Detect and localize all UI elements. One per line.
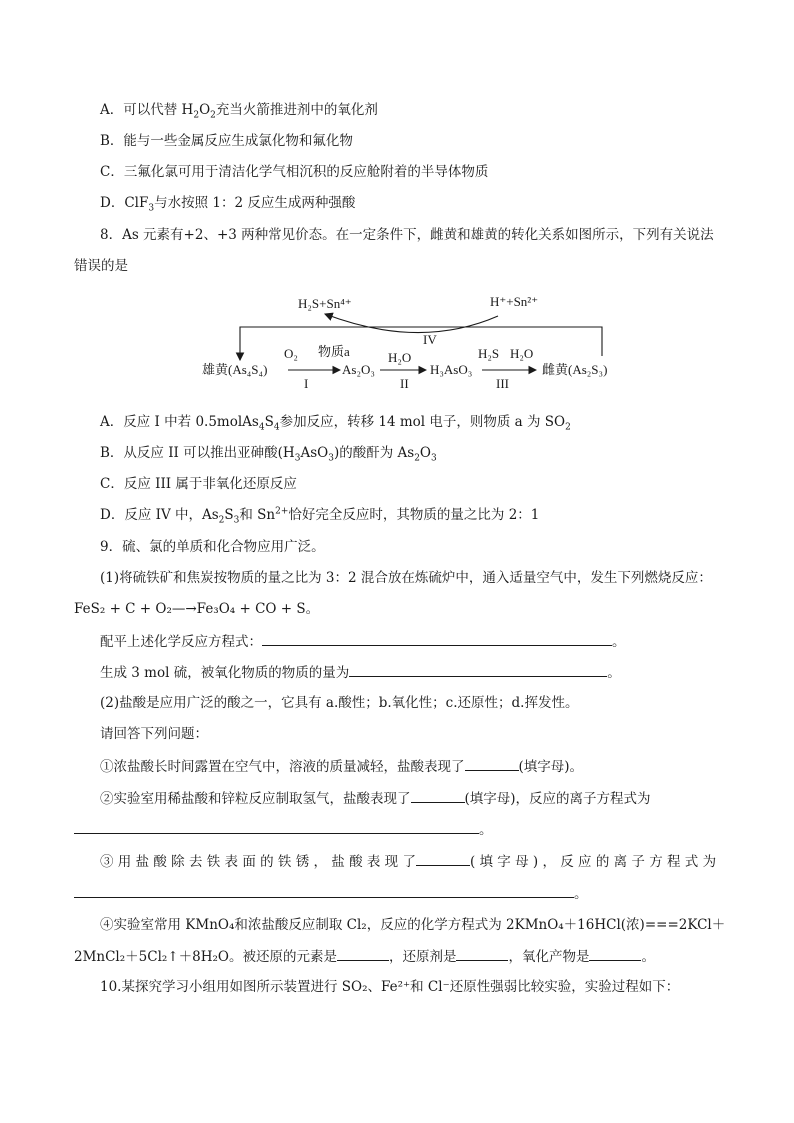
q8-conversion-diagram (190, 288, 630, 391)
answer-blank-moles[interactable] (349, 662, 607, 677)
q8-option-d: D．反应 IV 中，$As_2S_3$和 $Sn^{2+}$恰好完全反应时，其物质的量之比为 2：1 (100, 506, 540, 526)
answer-blank-s2-letter[interactable] (411, 788, 465, 803)
diagram-substance-a: 物质a (318, 344, 350, 359)
diagram-h2o-1: H₂O (388, 350, 412, 365)
diagram-h2s: H₂S (478, 346, 500, 361)
q10-stem: 10.某探究学习小组用如图所示装置进行 SO₂、Fe²⁺和 Cl⁻还原性强弱比较实验，实验过程如下： (100, 979, 680, 995)
diagram-top-left: H₂S+Sn⁴⁺ (298, 296, 352, 311)
q9-balance-line: 配平上述化学反应方程式： 。 (100, 631, 724, 652)
answer-blank-reduced-element[interactable] (337, 946, 389, 961)
diagram-label-iv: IV (423, 332, 437, 347)
q8-option-c: C．反应 III 属于非氧化还原反应 (100, 476, 297, 492)
diagram-top-right: H⁺+Sn²⁺ (490, 294, 539, 309)
q8-option-b: B．从反应 II 可以推出亚砷酸$(H_3AsO_3)$的酸酐为 $As_2O_3$ (100, 445, 437, 464)
q9-part1: (1)将硫铁矿和焦炭按物质的量之比为 3：2 混合放在炼硫炉中，通入适量空气中，发生下列燃烧反应： (100, 570, 712, 586)
diagram-h2o-2: H₂O (510, 346, 534, 361)
q9-moles-line: 生成 3 mol 硫，被氧化物质的物质的量为 。 (100, 662, 724, 683)
diagram-realgar: 雄黄(As₄S₄) (202, 362, 268, 377)
q8-stem-cont: 错误的是 (74, 258, 128, 274)
q9-sub4-line2: 2MnCl₂＋5Cl₂↑＋8H₂O。被还原的元素是 ，还原剂是 ，氧化产物是 。 (74, 946, 724, 967)
answer-blank-s3-letter[interactable] (416, 851, 470, 866)
q9-sub3: ③ 用 盐 酸 除 去 铁 表 面 的 铁 锈 ， 盐 酸 表 现 了 ( 填 字 母 ) ， 反 应 的 离 子 方 程 式 为 (100, 851, 724, 872)
q9-part2: (2)盐酸是应用广泛的酸之一，它具有 a.酸性；b.氧化性；c.还原性；d.挥发性。 (100, 695, 579, 711)
diagram-o2: O₂ (284, 346, 298, 361)
q9-sub4-line1: ④实验室常用 KMnO₄和浓盐酸反应制取 Cl₂，反应的化学方程式为 2KMnO₄＋16HCl(浓)===2KCl＋ (100, 917, 726, 933)
arrow-iv-curve (325, 314, 498, 333)
q8-stem: 8．As 元素有+2、+3 两种常见价态。在一定条件下，雌黄和雄黄的转化关系如图所示，下列有关说法 (100, 227, 714, 243)
q7-option-d: D．ClF$_3$与水按照 1：2 反应生成两种强酸 (100, 195, 356, 214)
answer-blank-s2-equation[interactable] (74, 819, 479, 834)
answer-blank-s1[interactable] (465, 756, 519, 771)
diagram-label-iii: III (496, 376, 509, 391)
q9-sub1: ①浓盐酸长时间露置在空气中，溶液的质量减轻，盐酸表现了 (填字母)。 (100, 756, 724, 777)
q9-sub2: ②实验室用稀盐酸和锌粒反应制取氢气，盐酸表现了 (填字母)，反应的离子方程式为 (100, 788, 724, 809)
q9-stem: 9．硫、氯的单质和化合物应用广泛。 (100, 539, 325, 555)
diagram-as2o3: As₂O₃ (342, 362, 375, 377)
answer-blank-balance[interactable] (262, 631, 612, 646)
q7-option-c: C．三氟化氯可用于清洁化学气相沉积的反应舱附着的半导体物质 (100, 164, 489, 180)
q7-option-b: B．能与一些金属反应生成氯化物和氟化物 (100, 133, 353, 149)
diagram-orpiment: 雌黄(As₂S₃) (542, 362, 608, 377)
answer-blank-s3-equation[interactable] (74, 883, 574, 898)
answer-blank-oxidation-product[interactable] (589, 946, 641, 961)
q9-sub3-eq-line: 。 (74, 883, 724, 904)
q7-option-a: A．可以代替 $H_2O_2$充当火箭推进剂中的氧化剂 (100, 102, 378, 121)
answer-blank-reducing-agent[interactable] (456, 946, 508, 961)
q9-sub2-eq-line: 。 (74, 819, 724, 840)
q8-option-a: A．反应 I 中若 $0.5molAs_4S_4$参加反应，转移 14 mol 电子，则物质 a 为 $SO_2$ (100, 414, 571, 433)
diagram-label-ii: II (400, 376, 409, 391)
diagram-h3aso3: H₃AsO₃ (430, 362, 473, 377)
diagram-label-i: I (304, 376, 309, 391)
q9-ask: 请回答下列问题： (100, 726, 208, 742)
q9-equation: FeS₂ + C + O₂—→Fe₃O₄ + CO + S。 (74, 601, 320, 617)
